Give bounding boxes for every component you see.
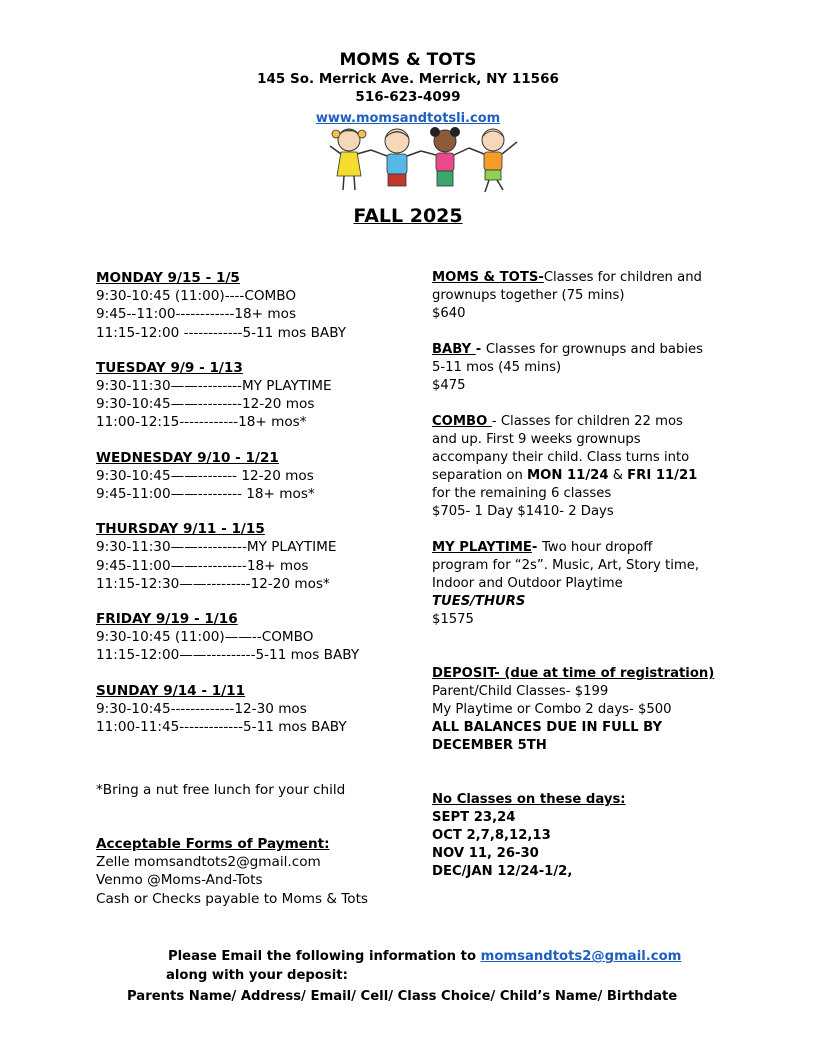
deposit-line: Parent/Child Classes- $199	[432, 684, 609, 699]
day-heading: TUESDAY 9/9 - 1/13	[96, 359, 243, 376]
schedule-day-thursday	[96, 520, 359, 593]
day-heading: FRIDAY 9/19 - 1/16	[96, 611, 238, 628]
footer-line-2: along with your deposit:	[166, 968, 348, 983]
schedule-day-monday	[96, 269, 359, 342]
program-desc: &	[608, 468, 628, 483]
program-playtime	[432, 539, 703, 629]
payment-heading: Acceptable Forms of Payment:	[96, 836, 330, 852]
payment-section	[96, 835, 368, 908]
deposit-heading: DEPOSIT- (due at time of registration)	[432, 666, 715, 681]
class-line: 11:00-11:45-------------5-11 mos BABY	[96, 719, 347, 736]
class-line: 9:45-11:00——----------18+ mos	[96, 557, 309, 574]
program-desc: grownups together (75 mins)	[432, 288, 625, 303]
class-line: 9:30-10:45 (11:00)——--COMBO	[96, 629, 314, 646]
program-desc: for the remaining 6 classes	[432, 486, 612, 501]
payment-line: Venmo @Moms-And-Tots	[96, 872, 263, 889]
program-desc: program for “2s”. Music, Art, Story time,	[432, 558, 700, 573]
program-desc: Indoor and Outdoor Playtime	[432, 576, 623, 591]
program-price: $705- 1 Day $1410- 2 Days	[432, 504, 614, 519]
class-line: 9:30-10:45-------------12-30 mos	[96, 700, 307, 717]
program-desc: Classes for children and	[543, 270, 702, 285]
class-line: 9:45--11:00------------18+ mos	[96, 306, 297, 323]
program-desc: Two hour dropoff	[541, 540, 653, 555]
program-dash: -	[475, 342, 486, 357]
payment-line: Zelle momsandtots2@gmail.com	[96, 854, 321, 871]
program-desc: 5-11 mos (45 mins)	[432, 360, 562, 375]
program-days: TUES/THURS	[432, 594, 526, 609]
schedule-column	[96, 269, 359, 753]
no-class-date: OCT 2,7,8,12,13	[432, 828, 551, 843]
program-price: $475	[432, 378, 466, 393]
no-class-date: SEPT 23,24	[432, 810, 516, 825]
day-heading: MONDAY 9/15 - 1/5	[96, 270, 240, 286]
balance-note: ALL BALANCES DUE IN FULL BY	[432, 720, 663, 735]
deposit-line: My Playtime or Combo 2 days- $500	[432, 702, 672, 717]
program-name: MOMS & TOTS-	[432, 270, 544, 285]
schedule-day-friday	[96, 610, 359, 665]
day-heading: THURSDAY 9/11 - 1/15	[96, 521, 265, 538]
program-name: MY PLAYTIME	[432, 540, 532, 555]
nut-free-note: *Bring a nut free lunch for your child	[96, 782, 346, 798]
payment-line: Cash or Checks payable to Moms & Tots	[96, 890, 369, 907]
separation-date-mon: MON 11/24	[527, 468, 609, 483]
footer-line-3: Parents Name/ Address/ Email/ Cell/ Class Choice/ Child’s Name/ Birthdate	[127, 989, 678, 1004]
program-baby	[432, 341, 703, 395]
class-line: 9:30-11:30——---------MY PLAYTIME	[96, 378, 332, 395]
program-desc: accompany their child. Class turns into	[432, 450, 690, 465]
program-desc: Classes for grownups and babies	[485, 342, 703, 357]
season-title: FALL 2025	[353, 205, 463, 227]
schedule-day-wednesday	[96, 449, 359, 504]
class-line: 9:30-10:45——---------12-20 mos	[96, 396, 315, 413]
no-class-date: DEC/JAN 12/24-1/2,	[432, 864, 573, 879]
program-desc: separation on	[432, 468, 528, 483]
class-line: 9:30-11:30——----------MY PLAYTIME	[96, 539, 337, 556]
business-name: MOMS & TOTS	[339, 50, 477, 70]
balance-note: DECEMBER 5TH	[432, 738, 547, 753]
program-desc: and up. First 9 weeks grownups	[432, 432, 641, 447]
phone: 516-623-4099	[355, 89, 461, 105]
program-price: $640	[432, 306, 466, 321]
no-class-date: NOV 11, 26-30	[432, 846, 539, 861]
class-line: 11:15-12:00——----------5-11 mos BABY	[96, 647, 360, 664]
address: 145 So. Merrick Ave. Merrick, NY 11566	[257, 71, 559, 87]
website-link[interactable]: www.momsandtotsli.com	[315, 111, 501, 126]
program-moms-tots	[432, 269, 703, 323]
footer-text: Please Email the following information to	[168, 949, 481, 964]
class-line: 11:15-12:30——---------12-20 mos*	[96, 575, 330, 592]
email-link[interactable]: momsandtots2@gmail.com	[480, 949, 682, 964]
kids-illustration-icon	[327, 124, 522, 196]
program-combo	[432, 413, 703, 521]
class-line: 11:15-12:00 ------------5-11 mos BABY	[96, 324, 347, 341]
day-heading: WEDNESDAY 9/10 - 1/21	[96, 449, 279, 466]
program-dash: -	[531, 540, 542, 555]
class-line: 11:00-12:15------------18+ mos*	[96, 414, 307, 431]
class-line: 9:30-10:45——-------- 12-20 mos	[96, 467, 314, 484]
program-desc: - Classes for children 22 mos	[491, 414, 683, 429]
no-classes-heading: No Classes on these days:	[432, 792, 626, 807]
separation-date-fri: FRI 11/21	[627, 468, 698, 483]
program-name: BABY	[432, 342, 476, 357]
programs-column	[432, 269, 703, 647]
class-line: 9:30-10:45 (11:00)----COMBO	[96, 288, 297, 305]
schedule-day-sunday	[96, 682, 359, 737]
footer-line-1	[168, 949, 681, 964]
day-heading: SUNDAY 9/14 - 1/11	[96, 682, 246, 699]
class-line: 9:45-11:00——--------- 18+ mos*	[96, 486, 315, 503]
deposit-section	[432, 665, 714, 755]
no-classes-section	[432, 791, 626, 881]
program-name: COMBO	[432, 414, 492, 429]
program-price: $1575	[432, 612, 474, 627]
schedule-day-tuesday	[96, 359, 359, 432]
